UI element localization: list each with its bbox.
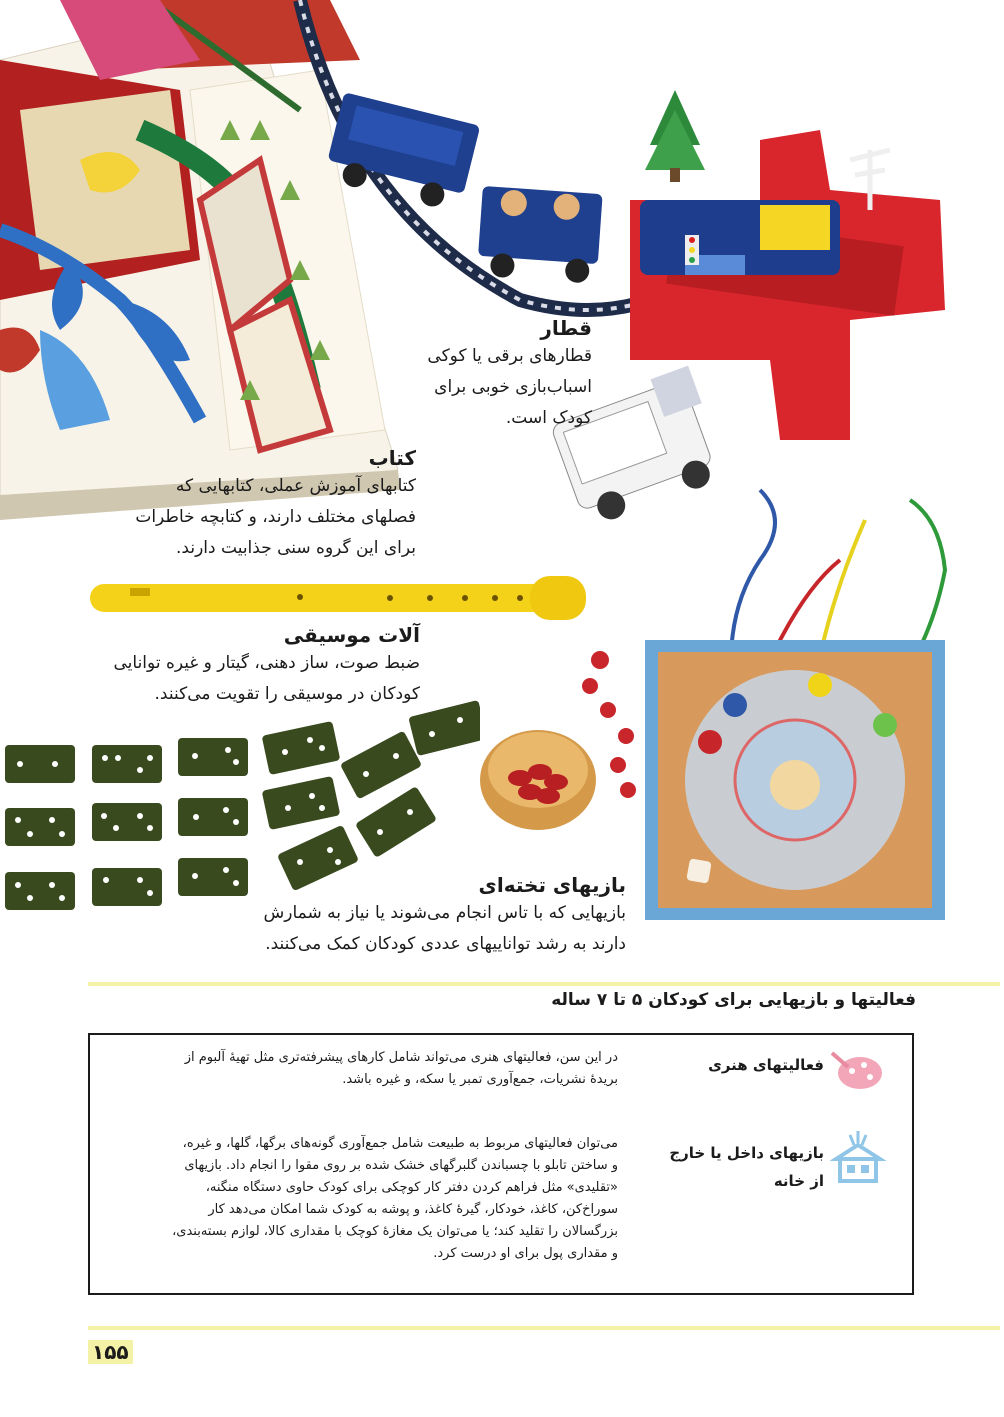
text-line: بریدهٔ نشریات، جمع‌آوری تمبر یا سکه، و غیره باشد. xyxy=(342,1072,618,1087)
text-line: و ساختن تابلو با چسباندن گلبرگهای خشک شده بر روی مقوا را انجام داد. بازیهای xyxy=(184,1158,618,1173)
page-number: ۱۵۵ xyxy=(88,1340,133,1364)
activities-box xyxy=(88,1033,914,1295)
highlight-rule xyxy=(88,982,1000,986)
train-text-line: اسباب‌بازی خوبی برای xyxy=(434,377,592,397)
text-line: سوراخ‌کن، کاغذ، خودکار، گیرهٔ کاغذ، و پوشه به کودک شما امکان می‌دهد کار xyxy=(208,1202,618,1217)
label-line: بازیهای داخل یا خارج xyxy=(669,1144,824,1162)
boardgames-text-line: بازیهایی که با تاس انجام می‌شوند یا نیاز به شمارش xyxy=(263,903,626,923)
train-text-line: قطارهای برقی یا کوکی xyxy=(427,346,592,366)
book-text-line: برای این گروه سنی جذابیت دارند. xyxy=(176,538,416,558)
train-title: قطار xyxy=(540,316,592,340)
palette-icon xyxy=(830,1049,882,1091)
text-line: در این سن، فعالیتهای هنری می‌تواند شامل کارهای پیشرفته‌تری مثل تهیهٔ آلبوم از xyxy=(184,1050,618,1065)
boardgames-title: بازیهای تخته‌ای xyxy=(478,873,626,897)
book-caption xyxy=(120,445,416,564)
train-text-line: کودک است. xyxy=(505,408,592,428)
boardgames-caption xyxy=(200,872,626,960)
text-line: و مقداری پول برای او درست کرد. xyxy=(433,1246,618,1261)
text-line: «تقلیدی» مثل فراهم کردن دفتر کار کوچکی برای کودک حاوی دستگاه منگنه، xyxy=(205,1180,618,1195)
train-caption xyxy=(380,315,592,434)
text-line: بزرگسالان را تقلید کند؛ یا می‌توان یک مغازهٔ کوچک با مقداری کالا، لوازم بسته‌بندی، xyxy=(172,1224,618,1239)
label-line: فعالیتهای هنری xyxy=(708,1056,824,1074)
boardgames-text-line: دارند به رشد تواناییهای عددی کودکان کمک می‌کنند. xyxy=(265,934,626,954)
row-label-play xyxy=(630,1139,824,1195)
recorder-illustration xyxy=(90,572,590,622)
bowl-counters-illustration xyxy=(478,640,648,850)
row-label-art xyxy=(630,1051,824,1079)
music-text-line: کودکان در موسیقی را تقویت می‌کنند. xyxy=(154,684,420,704)
board-game-illustration xyxy=(640,480,950,925)
section-title: فعالیتها و بازیهایی برای کودکان ۵ تا ۷ ساله xyxy=(551,990,916,1010)
book-text-line: فصلهای مختلف دارند، و کتابچه خاطرات xyxy=(135,507,416,527)
label-line: از خانه xyxy=(773,1172,824,1190)
train-illustration xyxy=(290,0,950,520)
music-text-line: ضبط صوت، ساز دهنی، گیتار و غیره توانایی xyxy=(113,653,420,673)
row-text-play xyxy=(102,1133,618,1265)
highlight-rule xyxy=(88,1326,1000,1330)
book-text-line: کتابهای آموزش عملی، کتابهایی که xyxy=(175,476,416,496)
book-title: کتاب xyxy=(368,446,416,470)
house-icon xyxy=(830,1131,886,1183)
row-text-art xyxy=(102,1047,618,1091)
text-line: می‌توان فعالیتهای مربوط به طبیعت شامل جمع‌آوری گونه‌های برگها، گلها، و غیره، xyxy=(182,1136,618,1151)
music-title: آلات موسیقی xyxy=(283,623,420,647)
music-caption xyxy=(60,622,420,710)
